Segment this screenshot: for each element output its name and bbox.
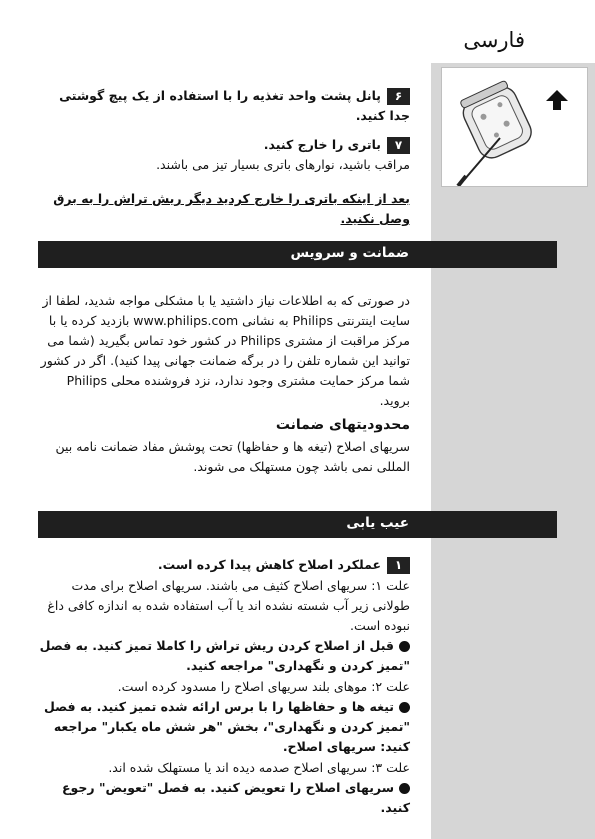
cause-3: علت ۳: سریهای اصلاح صدمه دیده اند یا مستهلک شده اند. [108,760,410,775]
solution-1 [35,636,410,676]
step-note: مراقب باشید، نوارهای باتری بسیار تیز می باشند. [156,157,410,172]
step-number: ۶ [387,88,410,105]
section-title: ضمانت و سرویس [290,245,409,261]
warranty-restrictions-text: سریهای اصلاح (تیغه ها و حفاظها) تحت پوشش مفاد ضمانت نامه بین المللی نمی باشد چون مستهلک می شوند. [55,439,410,474]
cause-2: علت ۲: موهای بلند سریهای اصلاح را مسدود کرده است. [117,679,410,694]
step-7 [35,135,410,175]
cause-1: علت ۱: سریهای اصلاح کثیف می باشند. سریهای اصلاح برای مدت طولانی زیر آب شسته نشده اند یا آب استفاده شده به اندازه کافی داغ نبوده است. [47,578,410,633]
section-title: عیب یابی [346,515,409,531]
problem-title: عملکرد اصلاح کاهش پیدا کرده است. [157,557,381,572]
warranty-restrictions-heading: محدودیتهای ضمانت [275,417,410,433]
problem-number: ۱ [387,557,410,574]
solution-text: سریهای اصلاح را تعویض کنید. به فصل "تعویض" رجوع کنید. [62,780,410,815]
battery-warning: بعد از اینکه باتری را خارج کردید دیگر ریش تراش را به برق وصل نکنید. [53,191,410,226]
shaver-illustration [441,67,588,187]
step-number: ۷ [387,137,410,154]
solution-text: تیغه ها و حفاظها را با برس ارائه شده تمیز کنید. به فصل "تمیز کردن و نگهداری"، بخش "هر شش ماه یکبار" مراجعه کنید: سریهای اصلاح. [43,699,410,754]
battery-removal-icon [442,68,587,186]
solution-2 [35,697,410,757]
problem-1 [35,555,410,575]
section-header-troubleshooting [38,511,557,538]
language-label: فارسی [463,28,525,52]
step-text: باتری را خارج کنید. [263,137,381,152]
guarantee-paragraph: در صورتی که به اطلاعات نیاز داشتید یا با مشکلی مواجه شدید، لطفا از سایت اینترنتی Philips به نشانی www.philips.com بازدید کرده یا با مرکز مراقبت از مشتری Philips در کشور خود تماس بگیرید (شما می توانید این شماره تلفن را در برگه ضمانت جهانی پیدا کنید). اگر در کشور شما مرکز حمایت مشتری وجود ندارد، نزد فروشنده محلی Philips بروید. [40,293,410,408]
step-text: پانل پشت واحد تغذیه را با استفاده از یک پیچ گوشتی جدا کنید. [59,88,410,123]
solution-3 [35,778,410,818]
section-header-guarantee [38,241,557,268]
bullet-icon [399,702,410,713]
solution-text: قبل از اصلاح کردن ریش تراش را کاملا تمیز کنید. به فصل "تمیز کردن و نگهداری" مراجعه کنید. [39,638,410,673]
step-6 [35,86,410,126]
bullet-icon [399,783,410,794]
bullet-icon [399,641,410,652]
